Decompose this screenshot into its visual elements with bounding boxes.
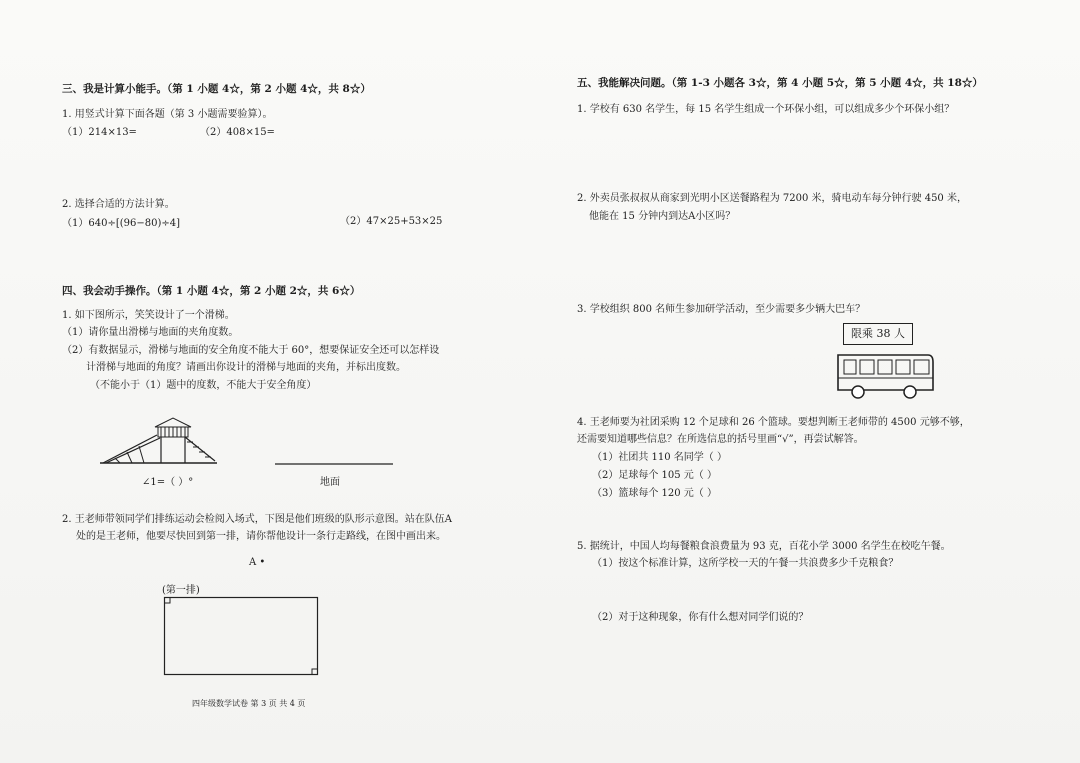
s4-q1-p2b: 计滑梯与地面的角度？请画出你设计的滑梯与地面的夹角，并标出度数。 <box>86 362 406 373</box>
s5-q3: 3. 学校组织 800 名师生参加研学活动，至少需要多少辆大巴车？ <box>577 304 866 315</box>
s3-q1-a: （1）214×13= <box>62 127 137 138</box>
s5-q5a: 5. 据统计，中国人均每餐粮食浪费量为 93 克，百花小学 3000 名学生在校吃午餐。 <box>577 541 951 552</box>
s3-q1-b: （2）408×15= <box>200 127 275 138</box>
s5-q1: 1. 学校有 630 名学生，每 15 名学生组成一个环保小组，可以组成多少个环保小组？ <box>577 104 955 115</box>
s5-q4a: 4. 王老师要为社团采购 12 个足球和 26 个篮球。要想判断王老师带的 4500 元够不够， <box>577 417 970 428</box>
s5-q4b: 还需要知道哪些信息？在所选信息的括号里画“√”，再尝试解答。 <box>577 434 864 445</box>
s5-q4-opt-1: （1）社团共 110 名同学（ ） <box>592 452 727 463</box>
s4-q1-p1: （1）请你量出滑梯与地面的夹角度数。 <box>62 327 239 338</box>
formation-rectangle <box>164 597 320 677</box>
section-4-title: 四、我会动手操作。（第 1 小题 4☆，第 2 小题 2☆，共 6☆） <box>62 285 361 297</box>
section-3-title: 三、我是计算小能手。（第 1 小题 4☆，第 2 小题 4☆，共 8☆） <box>62 83 371 95</box>
bus-icon <box>834 352 936 402</box>
s5-q5b: （1）按这个标准计算，这所学校一天的午餐一共浪费多少千克粮食？ <box>592 558 899 569</box>
s3-q2-stem: 2. 选择合适的方法计算。 <box>62 199 175 210</box>
s5-q4-opt-3: （3）篮球每个 120 元（ ） <box>592 488 717 499</box>
page-footer: 四年级数学试卷 第 3 页 共 4 页 <box>192 699 306 708</box>
s4-q2-stem-a: 2. 王老师带领同学们排练运动会检阅入场式，下图是他们班级的队形示意图。站在队伍A <box>62 514 452 525</box>
first-row-label: (第一排) <box>162 585 200 596</box>
s4-q1-p2a: （2）有数据显示，滑梯与地面的安全角度不能大于 60°，想要保证安全还可以怎样设 <box>62 345 440 356</box>
angle-label: ∠1=（ ）° <box>142 477 194 488</box>
point-a-label: A • <box>249 557 266 568</box>
s3-q2-b: （2）47×25+53×25 <box>340 216 443 227</box>
s5-q2b: 他能在 15 分钟内到达A小区吗？ <box>589 211 736 222</box>
s4-q1-p2c: （不能小于（1）题中的度数，不能大于安全角度） <box>90 380 317 391</box>
ground-line <box>275 463 395 467</box>
s4-q2-stem-b: 处的是王老师，他要尽快回到第一排，请你帮他设计一条行走路线，在图中画出来。 <box>76 531 446 542</box>
s5-q2a: 2. 外卖员张叔叔从商家到光明小区送餐路程为 7200 米，骑电动车每分钟行驶 450 米， <box>577 193 967 204</box>
bus-capacity-sign: 限乘 38 人 <box>843 323 913 345</box>
s5-q5c: （2）对于这种现象，你有什么想对同学们说的？ <box>592 612 809 623</box>
ground-label: 地面 <box>320 477 340 488</box>
slide-diagram <box>95 415 225 470</box>
s3-q1-stem: 1. 用竖式计算下面各题（第 3 小题需要验算）。 <box>62 109 273 120</box>
s3-q2-a: （1）640÷[(96−80)÷4] <box>62 218 181 229</box>
section-5-title: 五、我能解决问题。（第 1-3 小题各 3☆，第 4 小题 5☆，第 5 小题 4☆，共 18☆） <box>577 77 983 89</box>
s5-q4-opt-2: （2）足球每个 105 元（ ） <box>592 470 717 481</box>
s4-q1-stem: 1. 如下图所示，笑笑设计了一个滑梯。 <box>62 310 235 321</box>
